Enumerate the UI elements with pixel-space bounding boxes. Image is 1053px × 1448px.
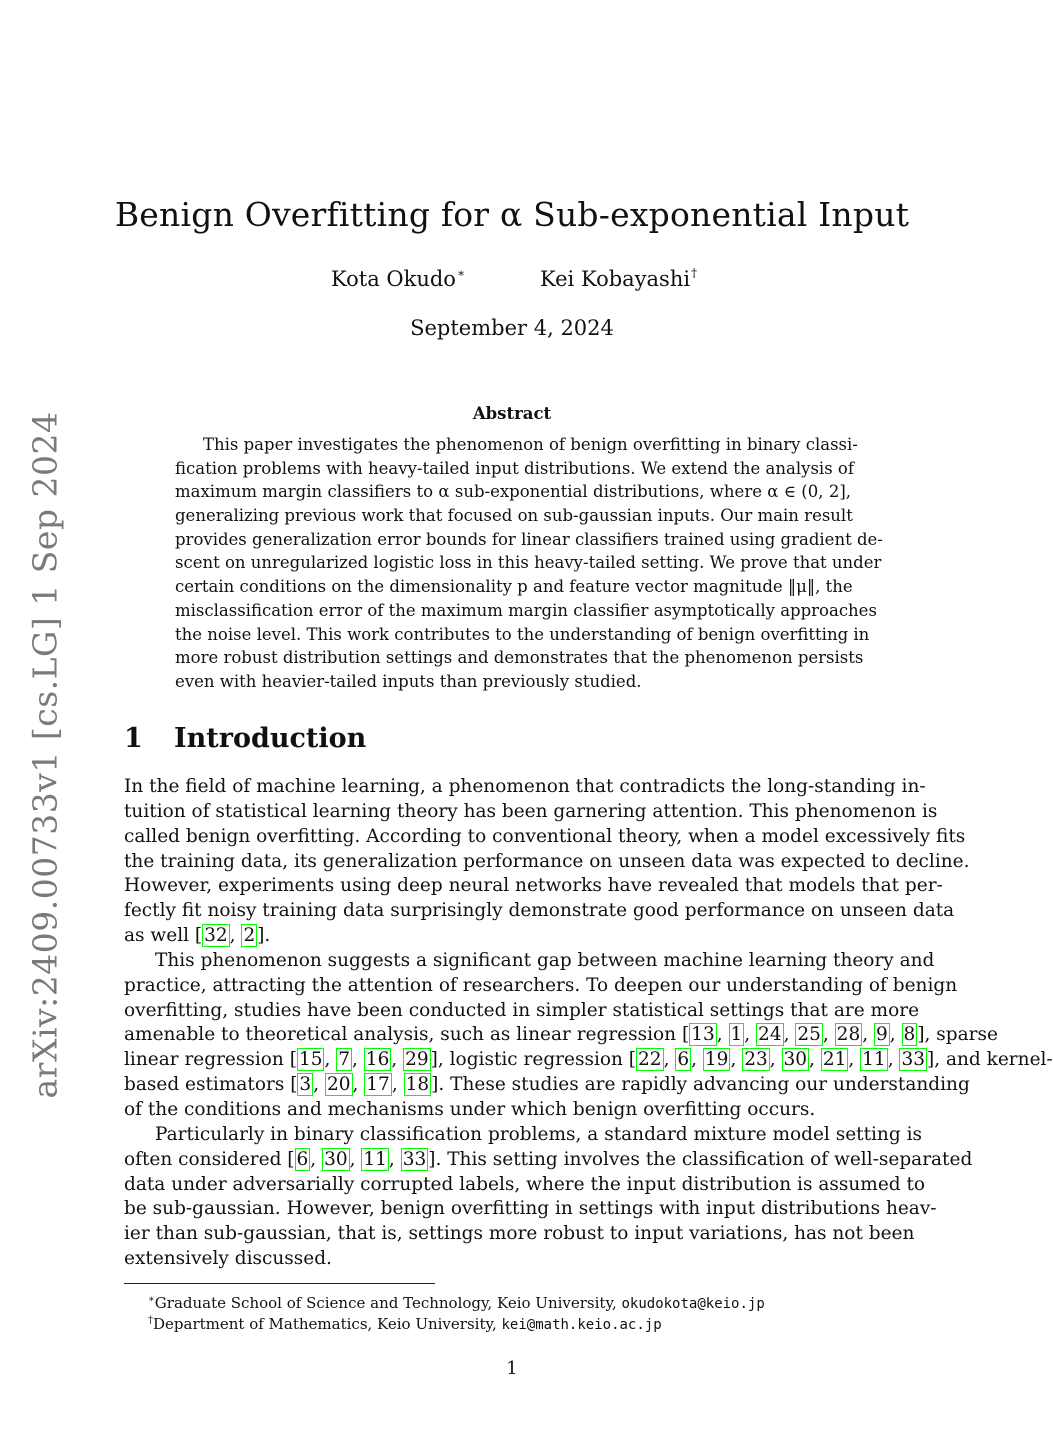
abstract-heading: Abstract xyxy=(472,404,552,423)
footnote-divider xyxy=(124,1283,435,1284)
text-run: ]. These studies are rapidly advancing our understanding xyxy=(431,1074,970,1096)
citation-link[interactable]: 30 xyxy=(783,1049,808,1071)
abstract-line: certain conditions on the dimensionality p and feature vector magnitude ‖μ‖, the xyxy=(175,577,853,597)
body-line: extensively discussed. xyxy=(124,1248,332,1270)
citation-link[interactable]: 18 xyxy=(405,1074,430,1096)
text-run: often considered [ xyxy=(124,1148,295,1170)
introduction-body xyxy=(124,775,1053,1272)
text-run: based estimators [ xyxy=(124,1074,298,1096)
abstract-line: the noise level. This work contributes to the understanding of benign overfitting in xyxy=(175,624,870,644)
body-line: linear regression [ 15 , 7 , 16 , 29 ], logistic regression [ 22 , 6 , 19 , 23 , 30 , 21 , 11 , 33 ], and kernel- xyxy=(124,1049,1053,1071)
citation-link[interactable]: 8 xyxy=(903,1024,916,1046)
citation-link[interactable]: 7 xyxy=(338,1049,351,1071)
body-line: fectly fit noisy training data surprisingly demonstrate good performance on unseen data xyxy=(124,900,955,922)
footnote-2 xyxy=(148,1310,765,1331)
citation-link[interactable]: 33 xyxy=(901,1049,925,1071)
text-run: ]. xyxy=(257,925,271,947)
citation-link[interactable]: 9 xyxy=(875,1024,888,1046)
body-line: of the conditions and mechanisms under which benign overfitting occurs. xyxy=(124,1098,816,1120)
body-line: be sub-gaussian. However, benign overfitting in settings with input distributions heav- xyxy=(124,1198,937,1220)
citation-link[interactable]: 2 xyxy=(243,925,256,947)
body-line: ier than sub-gaussian, that is, settings more robust to input variations, has not been xyxy=(124,1223,915,1245)
abstract-line: even with heavier-tailed inputs than previously studied. xyxy=(175,671,642,691)
footnotes xyxy=(148,1289,765,1331)
author-list xyxy=(0,266,1024,296)
citation-link[interactable]: 25 xyxy=(797,1024,821,1046)
paper-title: Benign Overfitting for α Sub-exponential Input xyxy=(114,195,910,234)
body-line: In the field of machine learning, a phenomenon that contradicts the long-standing in- xyxy=(124,776,926,797)
arxiv-identifier: arXiv:2409.00733v1 [cs.LG] 1 Sep 2024 xyxy=(25,411,65,1099)
paper-date: September 4, 2024 xyxy=(410,316,614,340)
citation-link[interactable]: 1 xyxy=(730,1024,743,1046)
author-1 xyxy=(331,266,465,291)
citation-link[interactable]: 13 xyxy=(691,1024,715,1046)
body-line: data under adversarially corrupted labels, where the input distribution is assumed to xyxy=(124,1173,926,1195)
footnote-mark: ∗ xyxy=(148,1294,155,1305)
body-line: practice, attracting the attention of researchers. To deepen our understanding of benign xyxy=(124,974,958,996)
citation-link[interactable]: 33 xyxy=(402,1148,427,1170)
body-line: However, experiments using deep neural networks have revealed that models that per- xyxy=(124,875,943,897)
body-line: as well [ 32 , 2 ]. xyxy=(124,925,271,947)
arxiv-sidebar-stamp xyxy=(10,411,80,1099)
citation-link[interactable]: 30 xyxy=(324,1148,348,1170)
abstract-line: generalizing previous work that focused on sub-gaussian inputs. Our main result xyxy=(175,506,853,526)
text-run: ]. This setting involves the classification of well-separated xyxy=(428,1148,973,1170)
author-2-mark: † xyxy=(691,266,698,280)
text-run: ], and kernel- xyxy=(927,1049,1053,1071)
body-line: called benign overfitting. According to conventional theory, when a model excessively fits xyxy=(124,825,966,847)
abstract-line: scent on unregularized logistic loss in this heavy-tailed setting. We prove that under xyxy=(175,553,882,573)
citation-link[interactable]: 11 xyxy=(363,1148,387,1170)
body-line: based estimators [ 3 , 20 , 17 , 18 ]. These studies are rapidly advancing our understanding xyxy=(124,1074,970,1096)
body-line: tuition of statistical learning theory has been garnering attention. This phenomenon is xyxy=(124,800,938,822)
citation-link[interactable]: 23 xyxy=(744,1049,768,1071)
text-run: ], sparse xyxy=(917,1024,998,1046)
citation-link[interactable]: 29 xyxy=(405,1049,429,1071)
author-1-name: Kota Okudo xyxy=(331,267,456,291)
email-link[interactable]: okudokota@keio.jp xyxy=(621,1296,765,1312)
body-line: often considered [ 6 , 30 , 11 , 33 ]. This setting involves the classification of well-separated xyxy=(124,1148,973,1170)
text-run: as well [ xyxy=(124,925,203,947)
citation-link[interactable]: 17 xyxy=(366,1074,390,1096)
footnote-text: Department of Mathematics, Keio University, xyxy=(153,1315,502,1333)
author-2-name: Kei Kobayashi xyxy=(540,267,691,291)
citation-link[interactable]: 6 xyxy=(677,1049,690,1071)
footnote-mark: † xyxy=(148,1315,153,1326)
abstract-line: fication problems with heavy-tailed input distributions. We extend the analysis of xyxy=(175,458,854,478)
text-run: ], logistic regression [ xyxy=(430,1049,637,1071)
citation-link[interactable]: 21 xyxy=(822,1049,847,1071)
citation-link[interactable]: 20 xyxy=(326,1074,351,1096)
body-line: Particularly in binary classification problems, a standard mixture model setting is xyxy=(155,1123,922,1145)
citation-link[interactable]: 19 xyxy=(704,1049,729,1071)
body-line: amenable to theoretical analysis, such as linear regression [ 13 , 1 , 24 , 25 , 28 , 9 , 8 ], sparse xyxy=(124,1024,998,1046)
citation-link[interactable]: 24 xyxy=(758,1024,782,1046)
section-title: Introduction xyxy=(174,723,367,754)
page-number: 1 xyxy=(506,1358,518,1379)
citation-link[interactable]: 16 xyxy=(365,1049,390,1071)
body-line: overfitting, studies have been conducted in simpler statistical settings that are more xyxy=(124,999,920,1021)
body-line: This phenomenon suggests a significant gap between machine learning theory and xyxy=(155,949,935,971)
citation-link[interactable]: 28 xyxy=(836,1024,861,1046)
author-2 xyxy=(540,266,697,291)
abstract-line: maximum margin classifiers to α sub-exponential distributions, where α ∈ (0, 2], xyxy=(175,482,851,502)
abstract-line: misclassification error of the maximum margin classifier asymptotically approaches xyxy=(175,600,877,620)
abstract-line: This paper investigates the phenomenon of benign overfitting in binary classi- xyxy=(203,435,858,454)
section-heading-introduction xyxy=(124,723,366,754)
text-run: linear regression [ xyxy=(124,1049,297,1071)
citation-link[interactable]: 32 xyxy=(204,925,228,947)
text-run: amenable to theoretical analysis, such as linear regression [ xyxy=(124,1024,690,1046)
citation-link[interactable]: 15 xyxy=(298,1049,323,1071)
section-number: 1 xyxy=(124,723,143,754)
citation-link[interactable]: 11 xyxy=(862,1049,886,1071)
abstract-line: more robust distribution settings and demonstrates that the phenomenon persists xyxy=(175,648,864,668)
author-1-mark: ∗ xyxy=(456,266,466,280)
citation-link[interactable]: 22 xyxy=(638,1049,662,1071)
abstract-body xyxy=(175,433,883,694)
body-line: the training data, its generalization performance on unseen data was expected to decline. xyxy=(124,850,970,872)
citation-link[interactable]: 6 xyxy=(296,1148,309,1170)
footnote-text: Graduate School of Science and Technology, Keio University, xyxy=(154,1294,622,1312)
email-link[interactable]: kei@math.keio.ac.jp xyxy=(501,1317,662,1333)
citation-link[interactable]: 3 xyxy=(299,1074,312,1096)
footnote-1 xyxy=(148,1289,765,1310)
abstract-line: provides generalization error bounds for linear classifiers trained using gradient de- xyxy=(175,529,883,549)
